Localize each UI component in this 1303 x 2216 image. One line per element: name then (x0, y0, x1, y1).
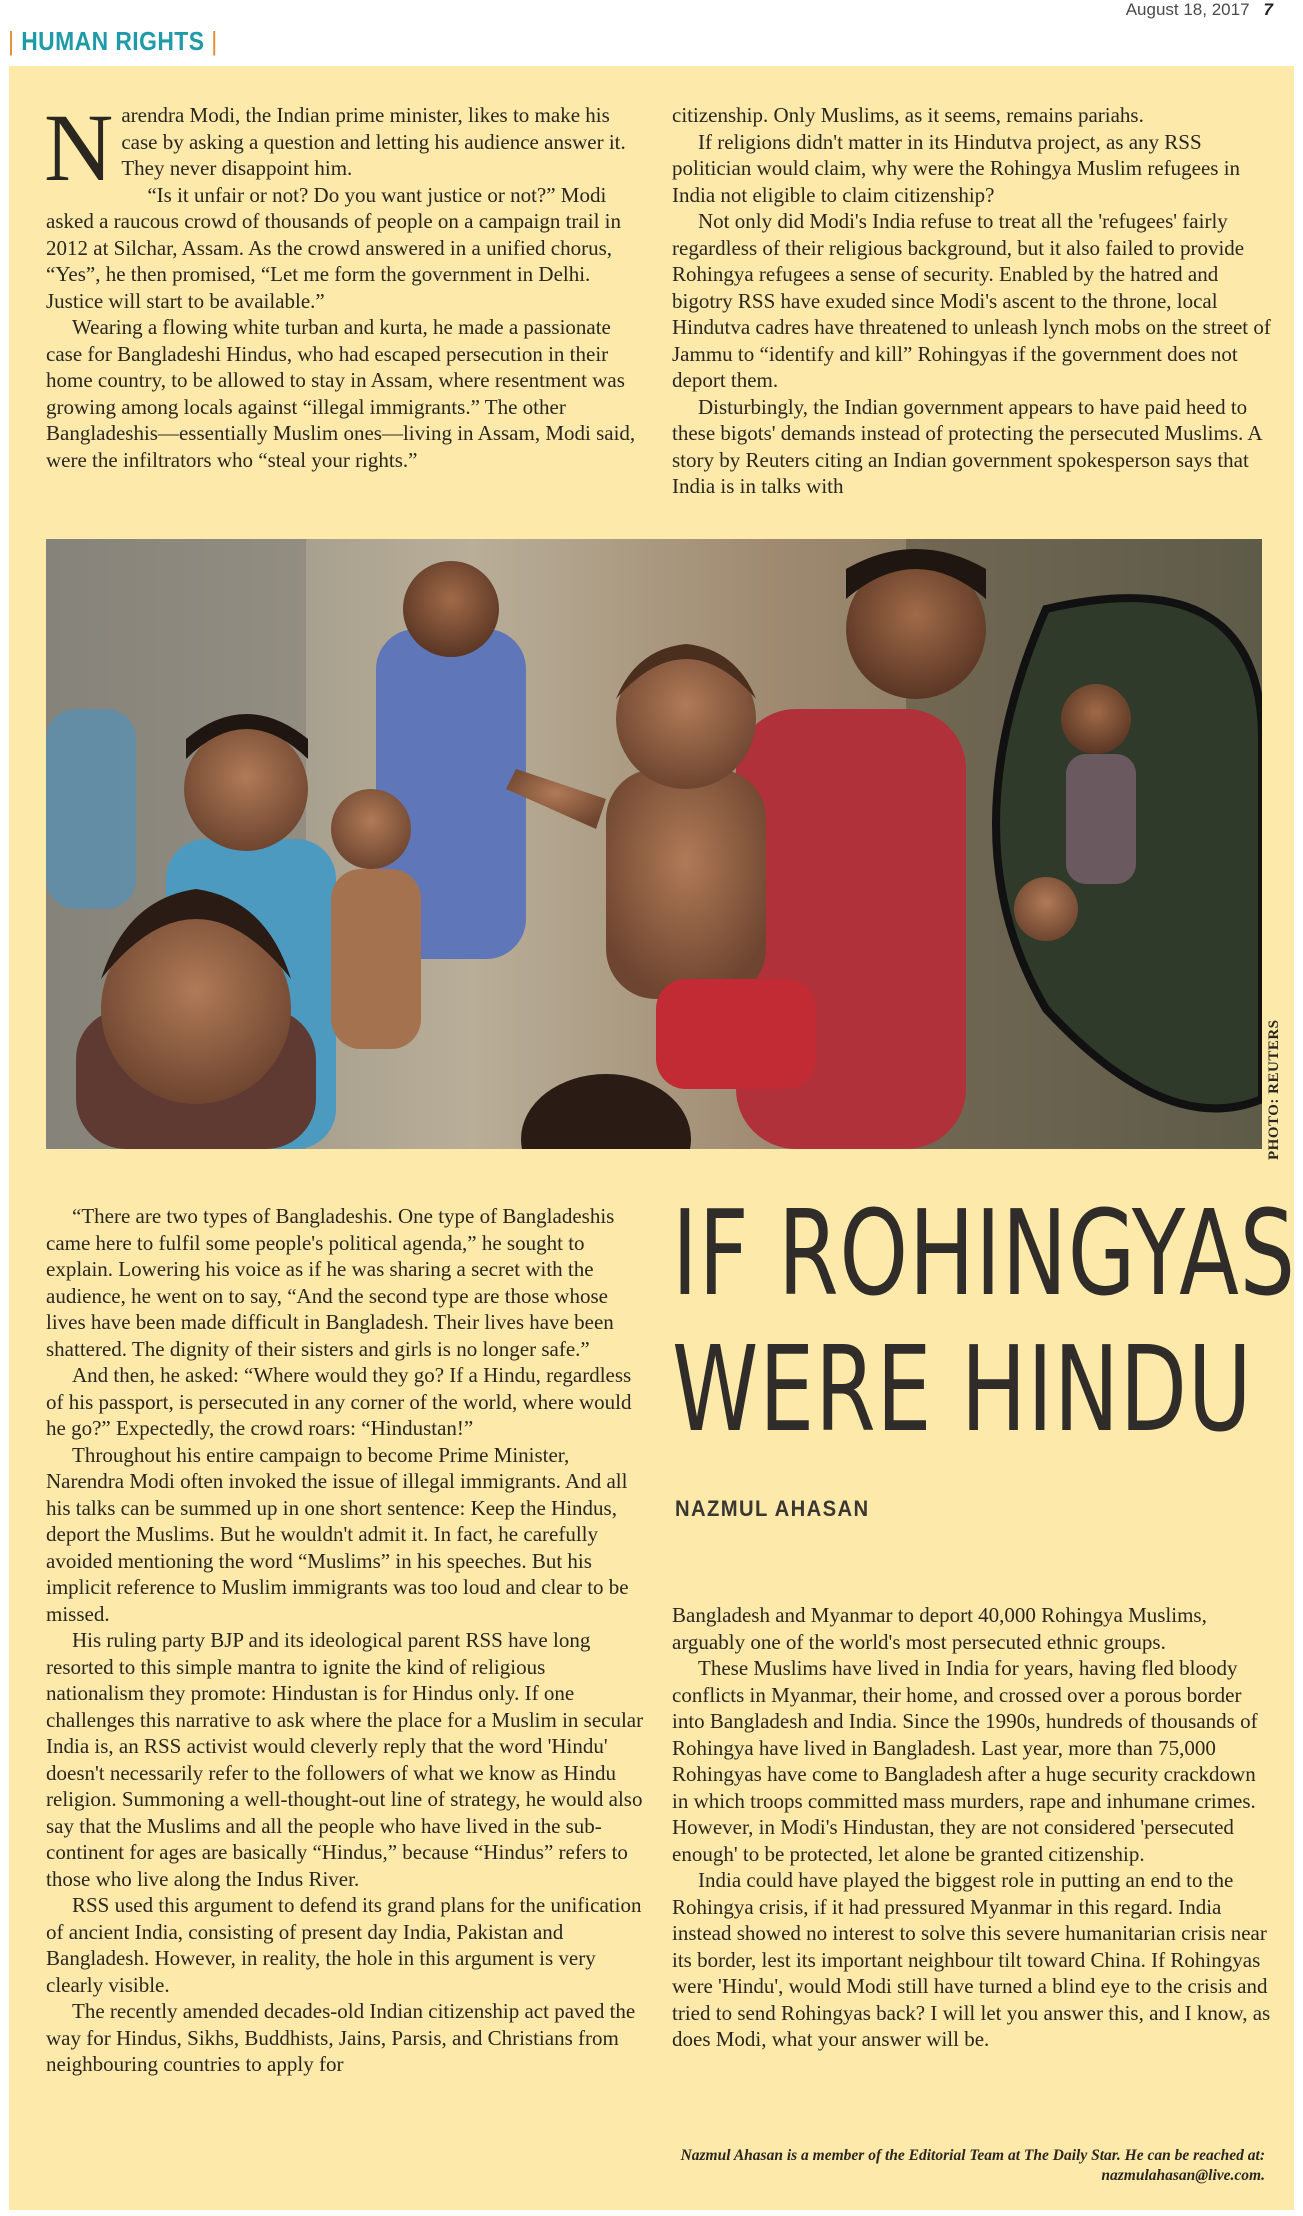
paragraph: Narendra Modi, the Indian prime minister, likes to make his case by asking a question and letting his audience answer it. They never disappoint him. (44, 94, 626, 201)
section-title: HUMAN RIGHTS (21, 26, 205, 56)
paragraph: These Muslims have lived in India for years, having fled bloody conflicts in Myanmar, their home, and crossed over a porous border into Bangladesh and India. Since the 1990s, hundreds of thousands of Rohingya have lived in Bangladesh. Last year, more than 75,000 Rohingyas have come to Bangladesh after a huge security crackdown in which troops committed mass murders, rape and inhumane crimes. However, in Modi's Hindustan, they are not considered 'persecuted enough' to be protected, let alone be granted citizenship. (672, 1656, 1258, 1866)
column-top-left (44, 94, 644, 473)
paragraph: India could have played the biggest role in putting an end to the Rohingya crisis, if it had pressured Myanmar in this regard. India instead showed no interest to solve this severe humanitarian crisis near its border, lest its important neighbour tilt toward China. If Rohingyas were 'Hindu', would Modi still have turned a blind eye to the crisis and tried to send Rohingyas back? I will let you answer this, and I know, as does Modi, what your answer will be. (672, 1868, 1271, 2051)
byline: NAZMUL AHASAN (675, 1496, 870, 1521)
paragraph: Disturbingly, the Indian government appears to have paid heed to these bigots' demands instead of protecting the persecuted Muslims. A story by Reuters citing an Indian government spokesperson says that India is in talks with (672, 394, 1262, 498)
page-date (1126, 0, 1273, 24)
article-photo (46, 539, 1262, 1149)
paragraph: Not only did Modi's India refuse to treat all the 'refugees' fairly regardless of their religious background, but it also failed to provide Rohingya refugees a sense of security. Enabled by the hatred and bigotry RSS have exuded since Modi's ascent to the throne, local Hindutva cadres have threatened to unleash lynch mobs on the street of Jammu to “identify and kill” Rohingyas if the government does not deport them. (672, 209, 1271, 392)
paragraph: The recently amended decades-old Indian citizenship act paved the way for Hindus, Sikhs, Buddhists, Jains, Parsis, and Christians from neighbouring countries to apply for (46, 1999, 636, 2076)
paragraph: “Is it unfair or not? Do you want justice or not?” Modi asked a raucous crowd of thousands of people on a campaign trail in 2012 at Silchar, Assam. As the crowd answered in a unified chorus, “Yes”, he then promised, “Let me form the government in Delhi. Justice will start to be available.” (46, 182, 621, 313)
author-bio: Nazmul Ahasan is a member of the Editorial Team at The Daily Star. He can be reached at: nazmulahasan@live.com. (680, 2147, 1265, 2184)
paragraph: If religions didn't matter in its Hindutva project, as any RSS politician would claim, why were the Rohingya Muslim refugees in India not eligible to claim citizenship? (672, 129, 1241, 207)
paragraph: Throughout his entire campaign to become Prime Minister, Narendra Modi often invoked the issue of illegal immigrants. And all his talks can be summed up in one short sentence: Keep the Hindus, deport the Muslims. But he wouldn't admit it. In fact, he carefully avoided mentioning the word “Muslims” in his speeches. But his implicit reference to Muslim immigrants was too loud and clear to be missed. (46, 1442, 629, 1626)
paragraph: And then, he asked: “Where would they go? If a Hindu, regardless of his passport, is persecuted in any corner of the world, where would he go?” Expectedly, the crowd roars: “Hindustan!” (46, 1363, 632, 1440)
drop-cap: N (44, 94, 114, 201)
date-text: August 18, 2017 (1125, 0, 1250, 19)
paragraph: RSS used this argument to defend its grand plans for the unification of ancient India, consisting of present day India, Pakistan and Bangladesh. However, in reality, the hole in this argument is very clearly visible. (46, 1893, 642, 1997)
section-bar-right: | (211, 26, 218, 56)
column-bottom-left (46, 1203, 644, 2078)
headline (672, 1184, 1296, 1458)
headline-line-1: IF ROHINGYAS (672, 1184, 1296, 1322)
paragraph: Wearing a flowing white turban and kurta, he made a passionate case for Bangladeshi Hindus, who had escaped persecution in their home country, to be allowed to stay in Assam, where resentment was growing among locals against “illegal immigrants.” The other Bangladeshis—essentially Muslim ones—living in Assam, Modi said, were the infiltrators who “steal your rights.” (46, 315, 636, 472)
paragraph: citizenship. Only Muslims, as it seems, remains pariahs. (672, 103, 1144, 127)
section-label (8, 26, 218, 57)
column-top-right (672, 102, 1272, 500)
page-number: 7 (1263, 0, 1273, 19)
photo-illustration (46, 539, 1262, 1149)
section-bar-left: | (8, 26, 15, 56)
paragraph: Bangladesh and Myanmar to deport 40,000 Rohingya Muslims, arguably one of the world's most persecuted ethnic groups. (672, 1603, 1207, 1654)
paragraph: “There are two types of Bangladeshis. One type of Bangladeshis came here to fulfil some people's political agenda,” he sought to explain. Lowering his voice as if he was sharing a secret with the audience, he went on to say, “And the second type are those whose lives have been made difficult in Bangladesh. Their lives have been shattered. The dignity of their sisters and girls is no longer safe.” (46, 1204, 615, 1361)
paragraph: His ruling party BJP and its ideological parent RSS have long resorted to this simple mantra to ignite the kind of religious nationalism they promote: Hindustan is for Hindus only. If one challenges this narrative to ask where the place for a Muslim in secular India is, an RSS activist would cleverly reply that the word 'Hindu' doesn't necessarily refer to the followers of what we know as Hindu religion. Summoning a well-thought-out line of strategy, he would also say that the Muslims and all the people who have lived in the sub-continent for ages are basically “Hindus,” because “Hindus” refers to those who live along the Indus River. (46, 1628, 644, 1891)
photo-credit: PHOTO: REUTERS (1266, 1019, 1282, 1160)
headline-line-2: WERE HINDU (672, 1320, 1253, 1458)
column-bottom-right (672, 1602, 1272, 2053)
